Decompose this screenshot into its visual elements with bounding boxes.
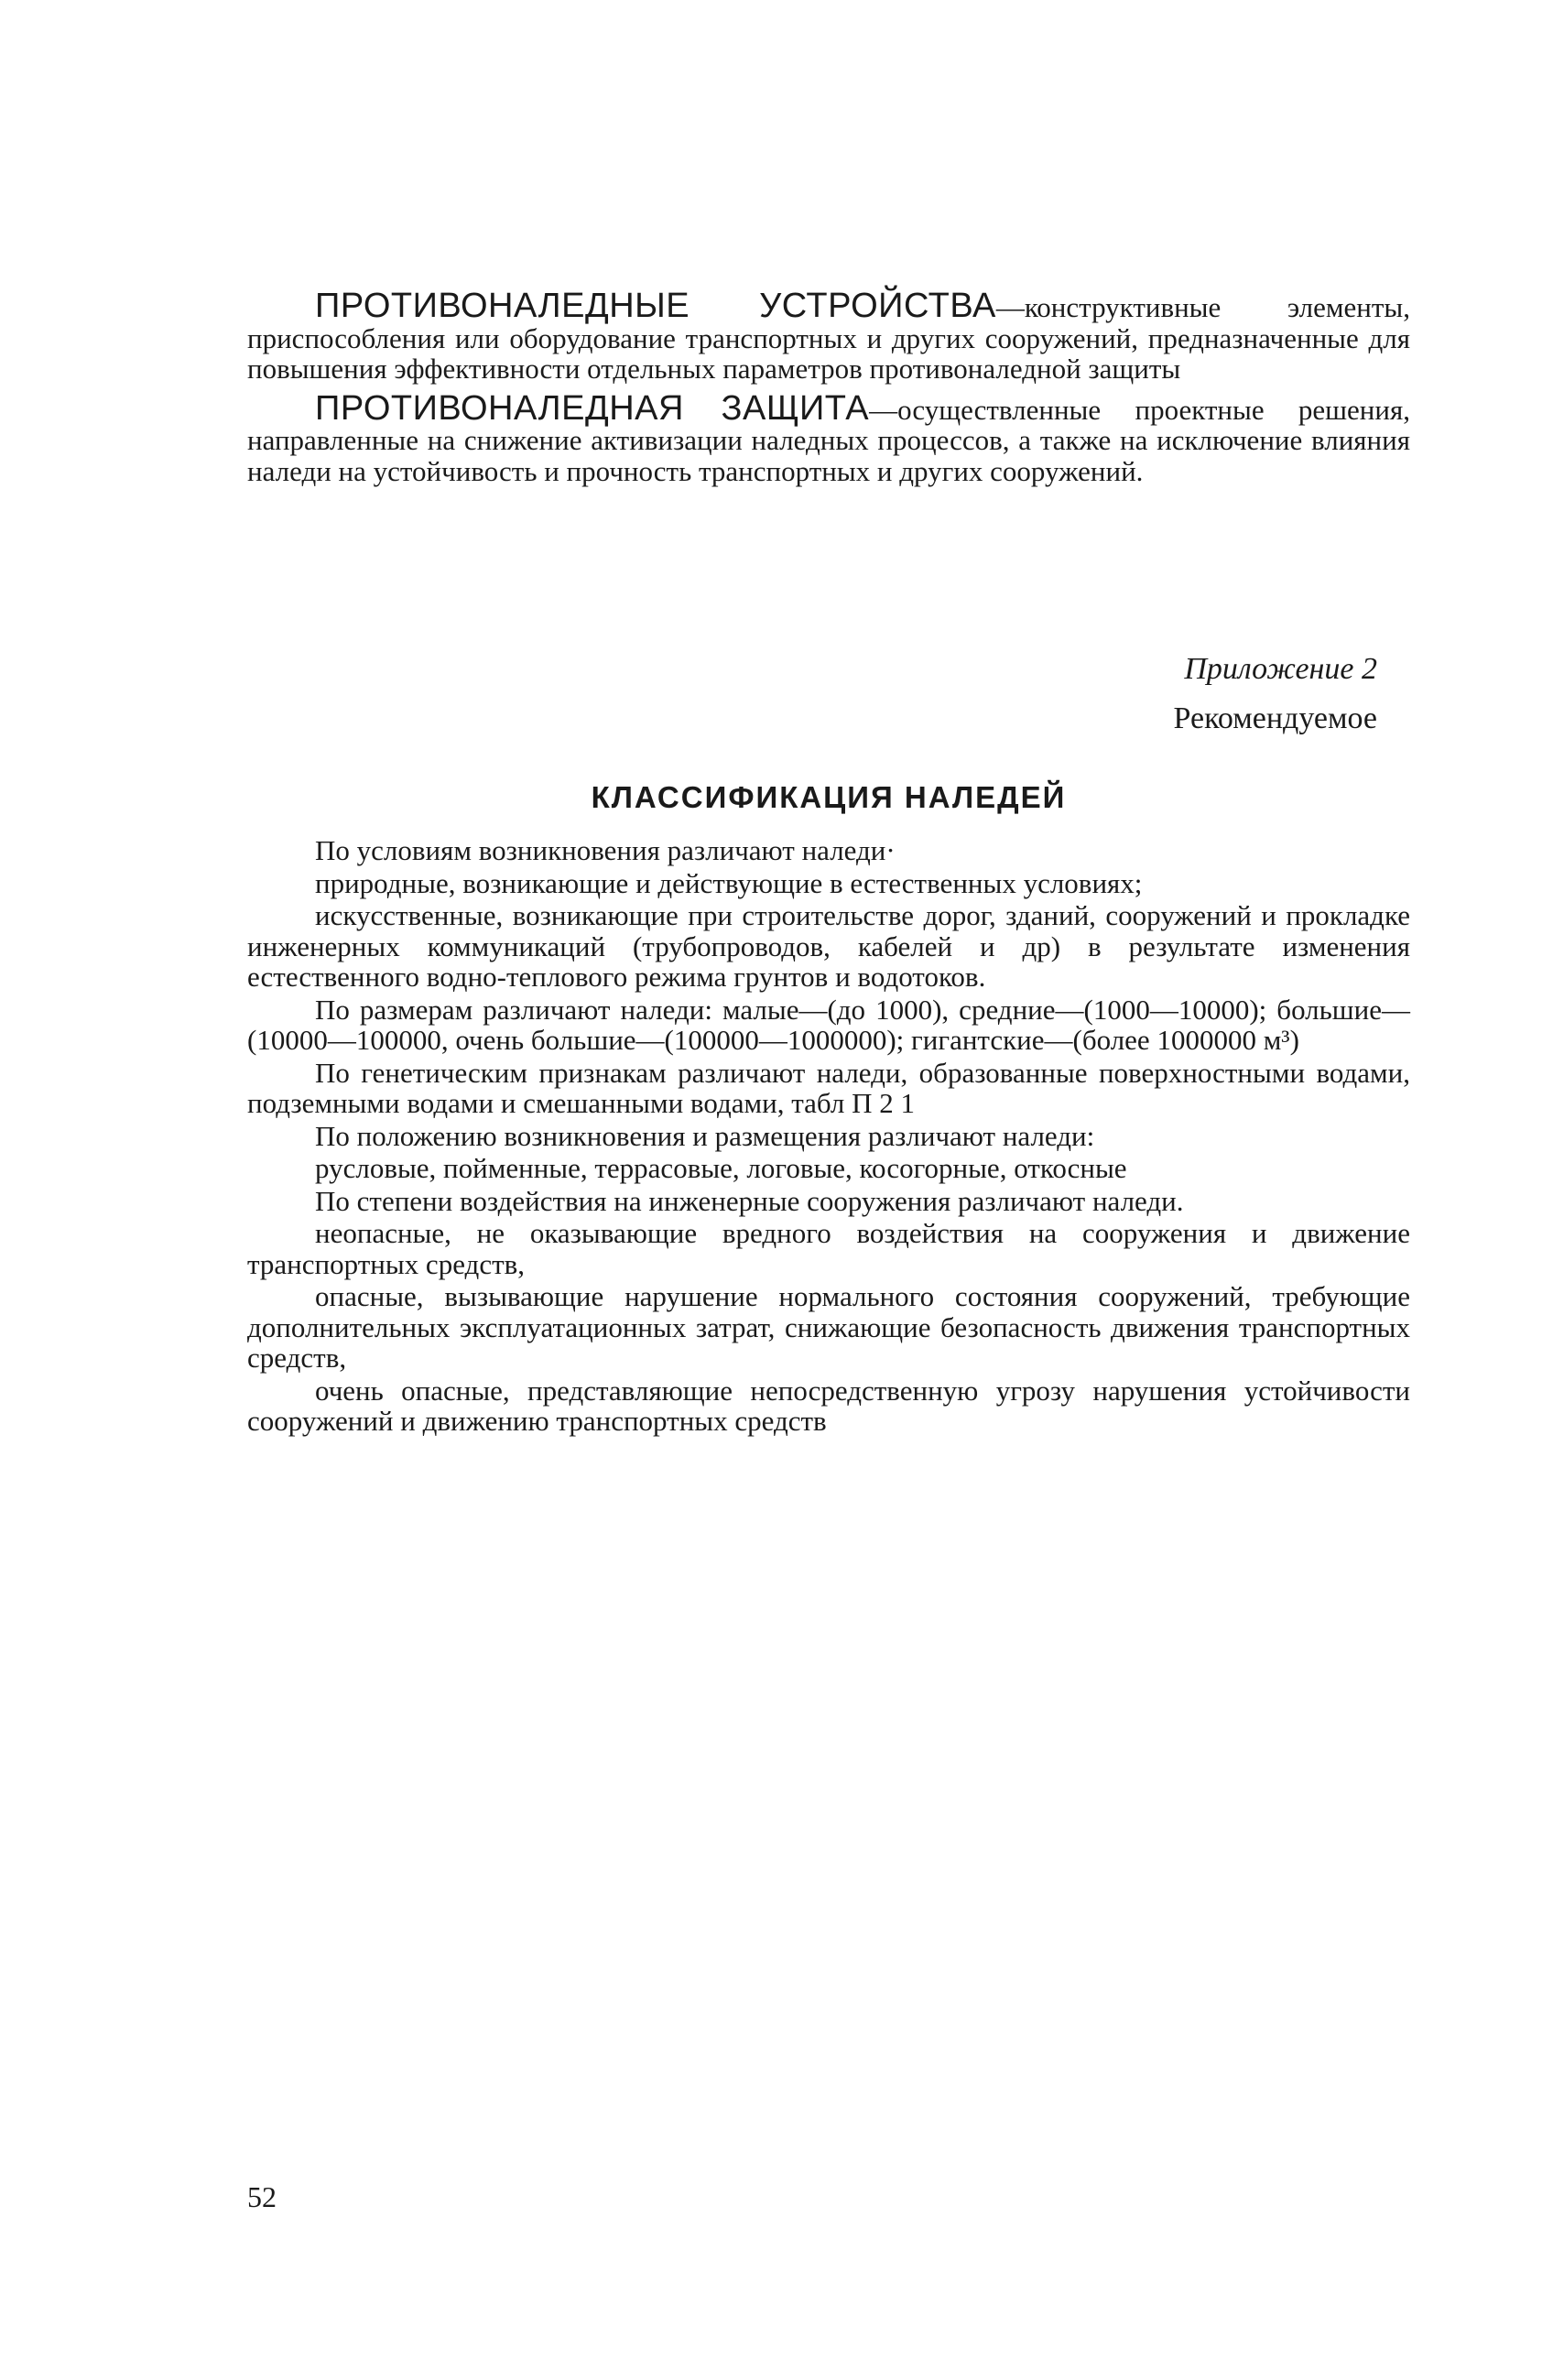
body-paragraph: неопасные, не оказывающие вредного воздействия на сооружения и движение транспортных средств, — [247, 1217, 1410, 1280]
body-paragraph: По генетическим признакам различают наледи, образованные поверхностными водами, подземными водами и смешанными водами, табл П 2 1 — [247, 1056, 1410, 1119]
body-paragraph: По положению возникновения и размещения различают наледи: — [315, 1119, 1095, 1152]
section-title: КЛАССИФИКАЦИЯ НАЛЕДЕЙ — [591, 780, 1067, 814]
body-paragraph: По степени воздействия на инженерные сооружения различают наледи. — [315, 1184, 1184, 1217]
appendix-number: Приложение 2 — [1184, 652, 1377, 686]
definition-paragraph — [247, 388, 1410, 487]
body-paragraph: По размерам различают наледи: малые—(до 1000), средние—(1000—10000); большие—(10000—100000, очень большие—(100000—1000000); гигантские—(более 1000000 м³) — [247, 993, 1410, 1056]
definition-paragraph — [247, 287, 1410, 385]
definition-text: —конструктивные элементы, приспособления или оборудование транспортных и других сооружений, предназначенные для повышения эффективности отдельных параметров противоналедной защиты — [247, 291, 1410, 385]
body-paragraph: очень опасные, представляющие непосредственную угрозу нарушения устойчивости сооружений и движению транспортных средств — [247, 1374, 1410, 1437]
definition-term: ПРОТИВОНАЛЕДНАЯ ЗАЩИТА — [315, 388, 870, 428]
classification-body — [247, 835, 1410, 1439]
body-paragraph: природные, возникающие и действующие в естественных условиях; — [315, 866, 1143, 899]
definitions-block — [247, 287, 1410, 488]
definition-term: ПРОТИВОНАЛЕДНЫЕ УСТРОЙСТВА — [315, 287, 996, 325]
definition-text: —осуществленные проектные решения, направленные на снижение активизации наледных процессов, а также на исключение влияния наледи на устойчивость и прочность транспортных и других сооружений. — [247, 393, 1410, 487]
body-paragraph: По условиям возникновения различают наледи· — [315, 834, 896, 866]
body-paragraph: русловые, пойменные, террасовые, логовые, косогорные, откосные — [315, 1152, 1127, 1184]
page-number: 52 — [247, 2180, 277, 2213]
body-paragraph: опасные, вызывающие нарушение нормального состояния сооружений, требующие дополнительных эксплуатационных затрат, снижающие безопасность движения транспортных средств, — [247, 1280, 1410, 1374]
body-paragraph: искусственные, возникающие при строительстве дорог, зданий, сооружений и прокладке инженерных коммуникаций (трубопроводов, кабелей и др) в результате изменения естественного водно-теплового режима грунтов и водотоков. — [247, 899, 1410, 993]
appendix-type: Рекомендуемое — [1173, 701, 1377, 735]
